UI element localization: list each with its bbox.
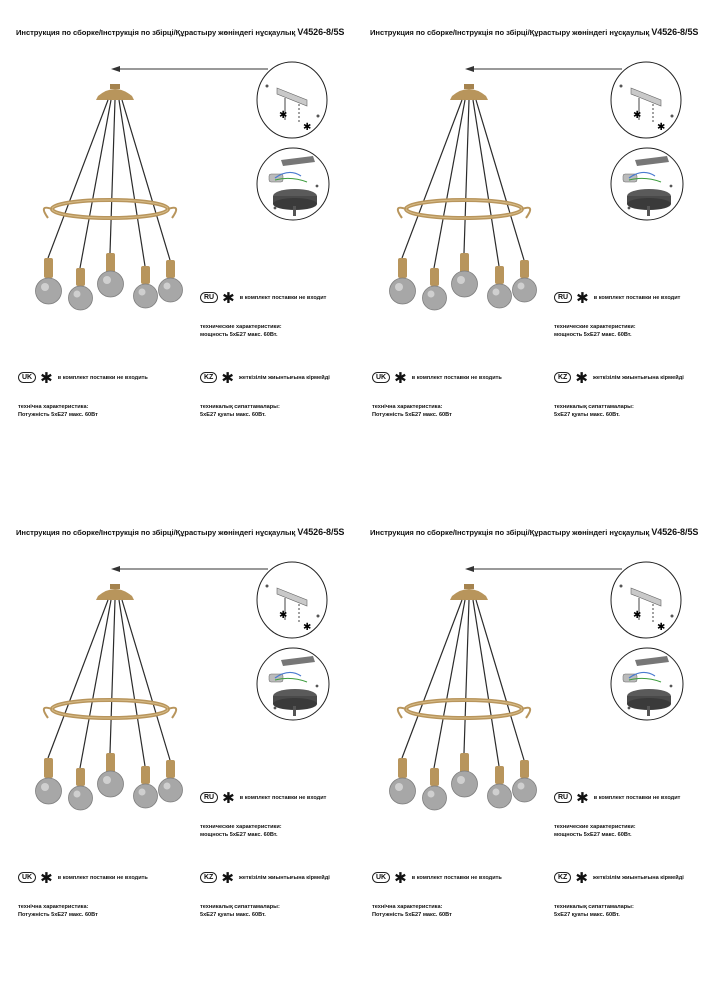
ru-spec-heading: технические характеристики: [200,824,282,830]
chandelier-illustration [30,78,200,318]
kz-note [200,868,330,887]
ru-spec-value: мощность 5хЕ27 макс. 60Вт. [554,832,632,838]
asterisk-icon: ✱ [222,288,235,307]
wiring-canopy-icon [255,646,331,722]
svg-text:✱: ✱ [633,610,642,621]
model-code: V4526-8/5S [297,527,345,537]
kz-badge: KZ [554,372,571,383]
asterisk-icon: ✱ [221,368,234,387]
uk-note-text: в комплект поставки не входить [411,874,502,881]
ru-spec-value: мощность 5хЕ27 макс. 60Вт. [200,332,278,338]
instruction-title: Инструкция по сборке/Інструкція по збірці/Құрастыру жөніндегі нұсқаулық V4526-8/5S [370,27,699,37]
uk-note [18,868,148,887]
model-code: V4526-8/5S [651,527,699,537]
kz-note [554,368,684,387]
kz-note [200,368,330,387]
model-code: V4526-8/5S [297,27,345,37]
asterisk-icon: ✱ [40,368,53,387]
kz-note-text: жеткізілім жиынтығына кірмейді [592,374,684,381]
uk-spec-value: Потужність 5хЕ27 макс. 60Вт [18,412,98,418]
kz-spec [200,903,280,919]
svg-text:✱: ✱ [279,610,288,621]
ru-badge: RU [200,792,218,803]
kz-note-text: жеткізілім жиынтығына кірмейді [238,374,330,381]
asterisk-icon: ✱ [40,868,53,887]
ru-note-text: в комплект поставки не входит [239,794,327,801]
ru-note [200,288,327,307]
wiring-canopy-icon [609,146,685,222]
wiring-canopy-icon [255,146,331,222]
kz-spec-value: 5хЕ27 қуаты макс. 60Вт. [554,912,620,918]
ru-note [554,288,681,307]
kz-spec-value: 5хЕ27 қуаты макс. 60Вт. [200,412,266,418]
uk-spec-heading: технічна характеристика: [18,404,89,410]
kz-spec-value: 5хЕ27 қуаты макс. 60Вт. [200,912,266,918]
uk-spec-value: Потужність 5хЕ27 макс. 60Вт [372,912,452,918]
kz-note-text: жеткізілім жиынтығына кірмейді [592,874,684,881]
instruction-panel-bottom-left [0,500,353,1000]
ru-note [200,788,327,807]
kz-spec-heading: техникалық сипаттамалары: [200,904,280,910]
ru-badge: RU [554,292,572,303]
uk-note-text: в комплект поставки не входить [57,374,148,381]
instruction-panel-bottom-right [354,500,707,1000]
model-code: V4526-8/5S [651,27,699,37]
asterisk-icon: ✱ [394,868,407,887]
ru-spec [200,323,282,339]
uk-note-text: в комплект поставки не входить [411,374,502,381]
uk-spec-heading: технічна характеристика: [18,904,89,910]
kz-spec-heading: техникалық сипаттамалары: [200,404,280,410]
uk-note-text: в комплект поставки не входить [57,874,148,881]
svg-text:✱: ✱ [279,110,288,121]
instruction-title: Инструкция по сборке/Інструкція по збірці/Құрастыру жөніндегі нұсқаулық V4526-8/5S [16,27,345,37]
asterisk-icon: ✱ [576,288,589,307]
ru-spec-heading: технические характеристики: [554,824,636,830]
ru-spec-value: мощность 5хЕ27 макс. 60Вт. [554,332,632,338]
kz-badge: KZ [554,872,571,883]
uk-spec-value: Потужність 5хЕ27 макс. 60Вт [372,412,452,418]
chandelier-illustration [30,578,200,818]
ru-note [554,788,681,807]
mounting-bracket-icon [255,60,329,140]
uk-badge: UK [372,872,390,883]
uk-note [372,368,502,387]
kz-spec [554,903,634,919]
kz-note-text: жеткізілім жиынтығына кірмейді [238,874,330,881]
asterisk-icon: ✱ [221,868,234,887]
ru-spec-heading: технические характеристики: [200,324,282,330]
ru-note-text: в комплект поставки не входит [593,294,681,301]
uk-badge: UK [18,372,36,383]
kz-spec [200,403,280,419]
svg-text:✱: ✱ [657,622,666,633]
uk-spec [372,403,452,419]
uk-spec-heading: технічна характеристика: [372,404,443,410]
ru-badge: RU [200,292,218,303]
kz-spec-value: 5хЕ27 қуаты макс. 60Вт. [554,412,620,418]
ru-spec [554,823,636,839]
mounting-bracket-icon [609,60,683,140]
ru-spec-heading: технические характеристики: [554,324,636,330]
svg-text:✱: ✱ [303,622,312,633]
chandelier-illustration [384,78,554,318]
asterisk-icon: ✱ [575,868,588,887]
uk-badge: UK [372,372,390,383]
asterisk-icon: ✱ [575,368,588,387]
asterisk-icon: ✱ [222,788,235,807]
uk-spec [18,903,98,919]
mounting-bracket-icon [255,560,329,640]
wiring-canopy-icon [609,646,685,722]
ru-badge: RU [554,792,572,803]
kz-badge: KZ [200,372,217,383]
uk-note [18,368,148,387]
kz-note [554,868,684,887]
kz-spec-heading: техникалық сипаттамалары: [554,404,634,410]
uk-spec-value: Потужність 5хЕ27 макс. 60Вт [18,912,98,918]
kz-badge: KZ [200,872,217,883]
kz-spec [554,403,634,419]
ru-spec-value: мощность 5хЕ27 макс. 60Вт. [200,832,278,838]
ru-note-text: в комплект поставки не входит [239,294,327,301]
kz-spec-heading: техникалық сипаттамалары: [554,904,634,910]
asterisk-icon: ✱ [394,368,407,387]
uk-spec [372,903,452,919]
ru-spec [200,823,282,839]
ru-note-text: в комплект поставки не входит [593,794,681,801]
instruction-title: Инструкция по сборке/Інструкція по збірці/Құрастыру жөніндегі нұсқаулық V4526-8/5S [16,527,345,537]
svg-text:✱: ✱ [303,122,312,133]
mounting-bracket-icon [609,560,683,640]
chandelier-illustration [384,578,554,818]
asterisk-icon: ✱ [576,788,589,807]
uk-note [372,868,502,887]
ru-spec [554,323,636,339]
instruction-panel-top-left [0,0,353,500]
uk-spec [18,403,98,419]
svg-text:✱: ✱ [633,110,642,121]
uk-spec-heading: технічна характеристика: [372,904,443,910]
instruction-title: Инструкция по сборке/Інструкція по збірці/Құрастыру жөніндегі нұсқаулық V4526-8/5S [370,527,699,537]
instruction-panel-top-right [354,0,707,500]
uk-badge: UK [18,872,36,883]
svg-text:✱: ✱ [657,122,666,133]
